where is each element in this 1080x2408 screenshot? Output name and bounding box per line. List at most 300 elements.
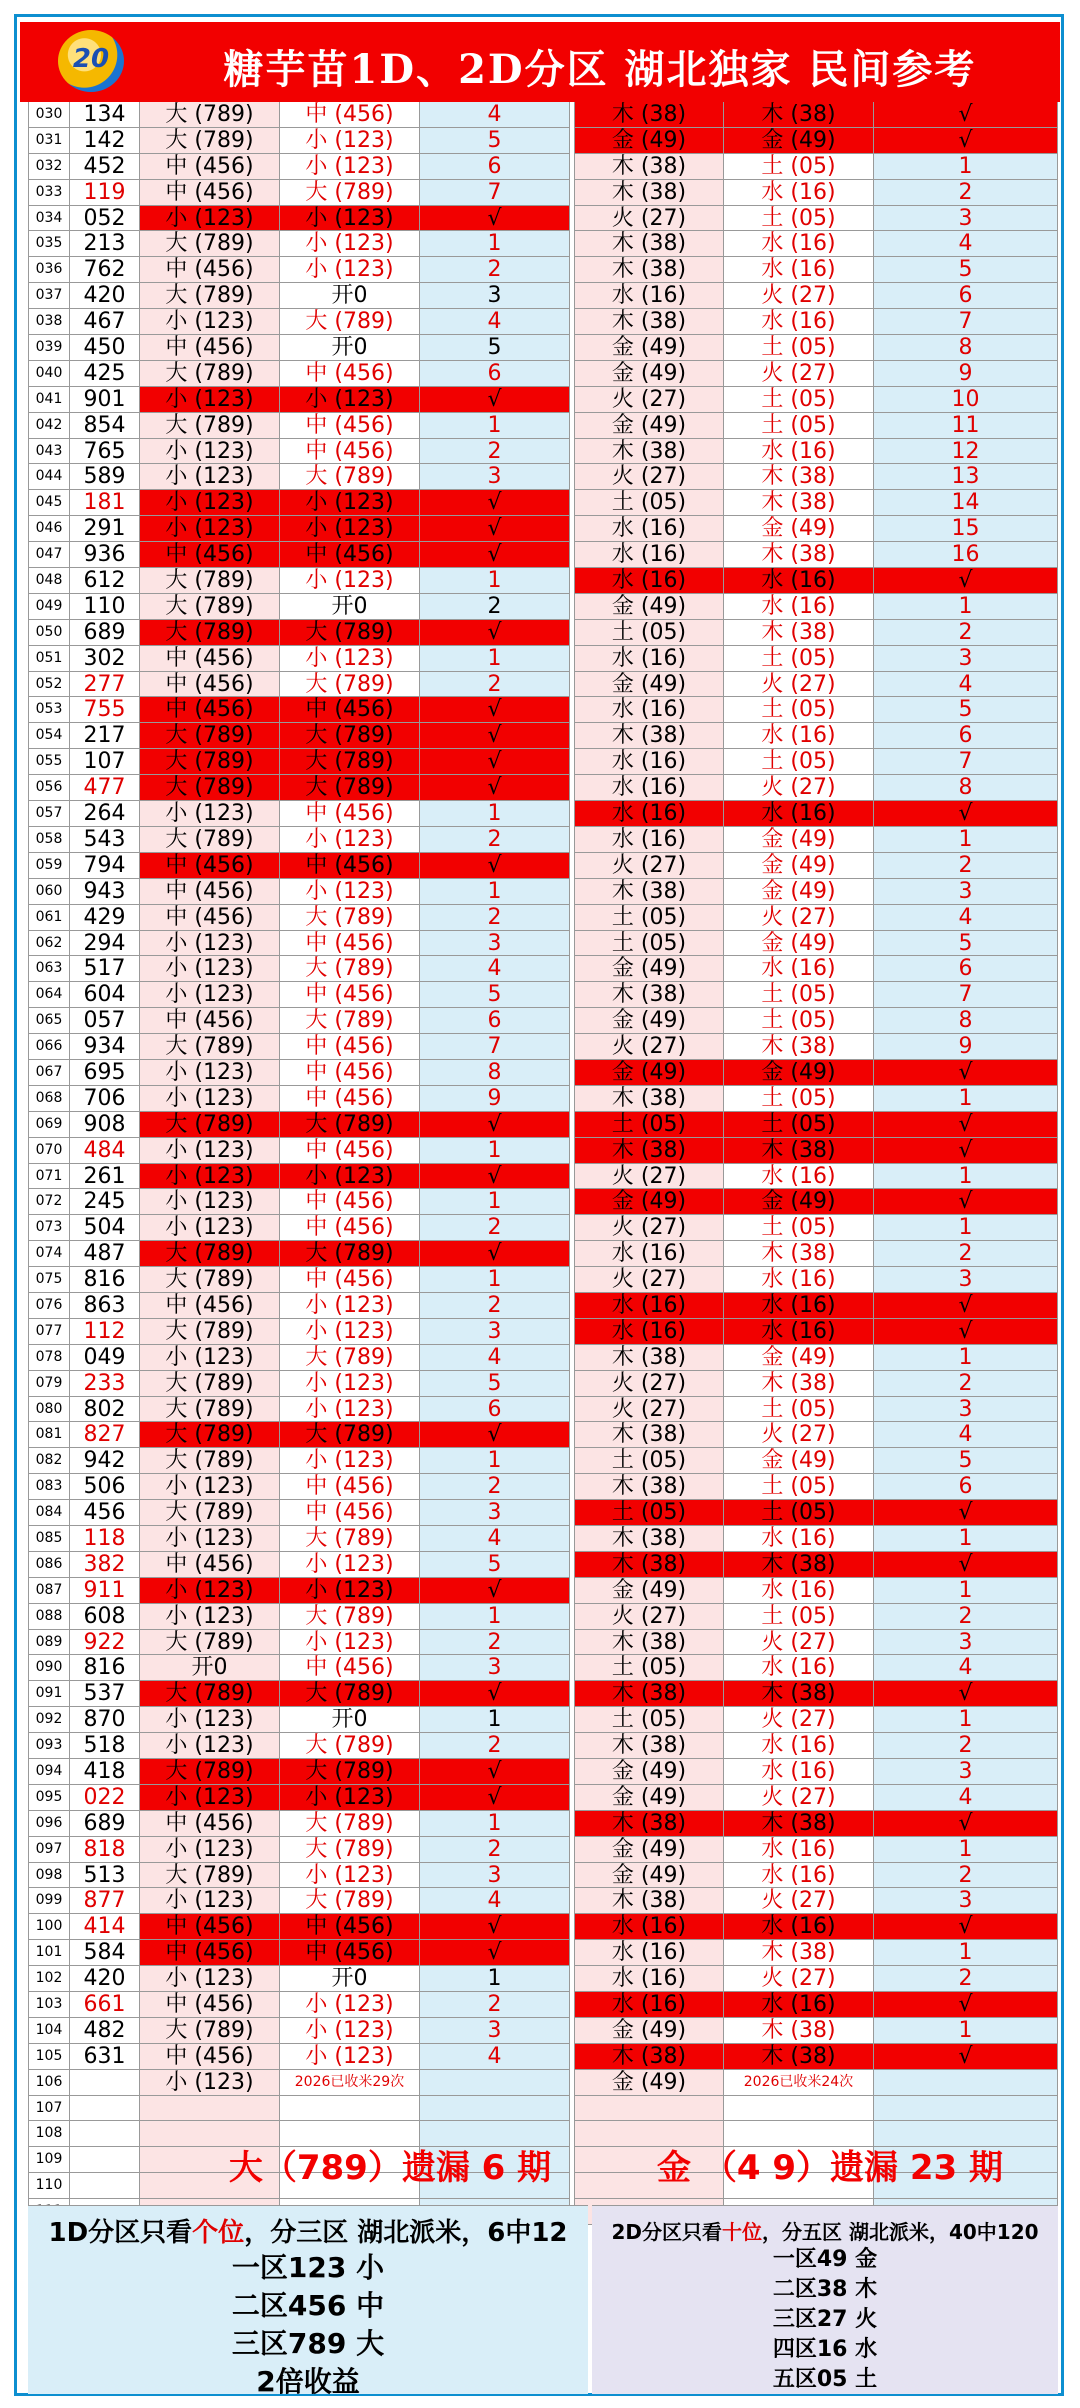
miss-count-1d: 1 [420, 801, 570, 827]
zone-pick-1d: 中 (456) [280, 853, 420, 879]
miss-count-2d: 3 [874, 879, 1058, 905]
digit-zone-1d: 大 (789) [140, 128, 280, 154]
draw-number: 604 [70, 982, 140, 1008]
zone-pick-1d: 小 (123) [280, 1863, 420, 1889]
draw-number: 762 [70, 257, 140, 283]
digit-zone-1d: 中 (456) [140, 1992, 280, 2018]
miss-count-2d: 2 [874, 180, 1058, 206]
digit-zone-1d: 中 (456) [140, 2044, 280, 2070]
miss-count-2d: 6 [874, 956, 1058, 982]
zone-pick-1d: 中 (456) [280, 1034, 420, 1060]
element-zone-2d: 金 (49) [574, 1008, 724, 1034]
draw-number [70, 2173, 140, 2199]
miss-count-1d: 1 [420, 1189, 570, 1215]
miss-count-2d: 4 [874, 1422, 1058, 1448]
row-index: 049 [28, 594, 70, 620]
miss-count-1d: 4 [420, 2044, 570, 2070]
element-zone-2d: 木 (38) [574, 257, 724, 283]
table-row [28, 982, 1058, 1008]
digit-zone-1d: 大 (789) [140, 1500, 280, 1526]
miss-count-2d: 2 [874, 620, 1058, 646]
element-zone-2d: 火 (27) [574, 853, 724, 879]
element-zone-2d: 火 (27) [574, 1164, 724, 1190]
zone-pick-1d: 小 (123) [280, 1164, 420, 1190]
miss-count-1d: 6 [420, 1397, 570, 1423]
digit-zone-1d: 大 (789) [140, 723, 280, 749]
miss-count-1d: 5 [420, 335, 570, 361]
digit-zone-1d: 中 (456) [140, 180, 280, 206]
table-row [28, 154, 1058, 180]
miss-count-2d: √ [874, 1914, 1058, 1940]
draw-number: 022 [70, 1785, 140, 1811]
element-zone-2d: 土 (05) [574, 490, 724, 516]
draw-number: 294 [70, 931, 140, 957]
element-zone-2d: 火 (27) [574, 1034, 724, 1060]
element-pick-2d: 水 (16) [724, 801, 874, 827]
zone-pick-1d: 大 (789) [280, 775, 420, 801]
miss-count-2d: 3 [874, 1759, 1058, 1785]
draw-number: 245 [70, 1189, 140, 1215]
row-index: 107 [28, 2096, 70, 2122]
miss-count-2d: √ [874, 1500, 1058, 1526]
row-index: 055 [28, 749, 70, 775]
zone-pick-1d: 中 (456) [280, 982, 420, 1008]
table-row [28, 827, 1058, 853]
miss-count-1d: 1 [420, 1707, 570, 1733]
table-row [28, 1086, 1058, 1112]
row-index: 035 [28, 231, 70, 257]
miss-count-2d: 8 [874, 1008, 1058, 1034]
table-row [28, 1552, 1058, 1578]
digit-zone-1d: 中 (456) [140, 905, 280, 931]
digit-zone-1d: 大 (789) [140, 361, 280, 387]
row-index: 088 [28, 1604, 70, 1630]
miss-count-2d [874, 2070, 1058, 2096]
element-pick-2d: 土 (05) [724, 206, 874, 232]
element-pick-2d: 土 (05) [724, 646, 874, 672]
miss-count-1d: √ [420, 1112, 570, 1138]
element-zone-2d: 水 (16) [574, 1293, 724, 1319]
element-zone-2d: 火 (27) [574, 1604, 724, 1630]
digit-zone-1d: 大 (789) [140, 1371, 280, 1397]
element-zone-2d: 木 (38) [574, 1888, 724, 1914]
row-index: 042 [28, 413, 70, 439]
element-pick-2d: 金 (49) [724, 516, 874, 542]
row-index: 095 [28, 1785, 70, 1811]
table-row [28, 905, 1058, 931]
digit-zone-1d: 小 (123) [140, 1966, 280, 1992]
element-pick-2d: 土 (05) [724, 1500, 874, 1526]
legend-2d-heading: 2D分区只看十位，分五区 湖北派米，40中120 [611, 2220, 1039, 2244]
element-zone-2d [574, 2096, 724, 2122]
element-pick-2d: 火 (27) [724, 905, 874, 931]
zone-pick-1d: 中 (456) [280, 1189, 420, 1215]
draw-number: 118 [70, 1526, 140, 1552]
element-pick-2d: 金 (49) [724, 1189, 874, 1215]
results-table [28, 102, 1058, 2225]
element-pick-2d: 木 (38) [724, 464, 874, 490]
zone-pick-1d: 小 (123) [280, 1630, 420, 1656]
draw-number: 452 [70, 154, 140, 180]
miss-count-1d: 9 [420, 1086, 570, 1112]
miss-count-2d: 10 [874, 387, 1058, 413]
draw-number: 049 [70, 1345, 140, 1371]
row-index: 077 [28, 1319, 70, 1345]
miss-count-2d: 12 [874, 439, 1058, 465]
table-row [28, 1940, 1058, 1966]
element-zone-2d: 金 (49) [574, 1578, 724, 1604]
table-row [28, 1759, 1058, 1785]
miss-count-1d: 1 [420, 231, 570, 257]
draw-number: 302 [70, 646, 140, 672]
table-row [28, 2018, 1058, 2044]
row-index: 056 [28, 775, 70, 801]
table-row [28, 1474, 1058, 1500]
element-pick-2d: 土 (05) [724, 1112, 874, 1138]
row-index: 097 [28, 1837, 70, 1863]
element-pick-2d: 金 (49) [724, 879, 874, 905]
element-pick-2d: 金 (49) [724, 1448, 874, 1474]
draw-number: 608 [70, 1604, 140, 1630]
element-pick-2d: 木 (38) [724, 1241, 874, 1267]
element-zone-2d: 水 (16) [574, 1914, 724, 1940]
miss-count-2d: 9 [874, 1034, 1058, 1060]
row-index: 089 [28, 1630, 70, 1656]
zone-pick-1d: 小 (123) [280, 879, 420, 905]
draw-number: 661 [70, 1992, 140, 2018]
element-pick-2d: 水 (16) [724, 1655, 874, 1681]
element-pick-2d: 土 (05) [724, 1604, 874, 1630]
row-index: 053 [28, 697, 70, 723]
row-index: 078 [28, 1345, 70, 1371]
miss-count-1d: 2 [420, 905, 570, 931]
miss-count-1d: √ [420, 1422, 570, 1448]
zone-pick-1d: 大 (789) [280, 1811, 420, 1837]
miss-count-2d: 1 [874, 1940, 1058, 1966]
miss-count-1d: √ [420, 697, 570, 723]
digit-zone-1d: 中 (456) [140, 154, 280, 180]
miss-count-1d: √ [420, 1578, 570, 1604]
zone-pick-1d: 开0 [280, 335, 420, 361]
miss-count-1d: 2 [420, 257, 570, 283]
element-zone-2d: 木 (38) [574, 2044, 724, 2070]
element-zone-2d: 水 (16) [574, 542, 724, 568]
element-zone-2d: 土 (05) [574, 620, 724, 646]
zone-pick-1d: 大 (789) [280, 1008, 420, 1034]
element-zone-2d: 火 (27) [574, 387, 724, 413]
row-index: 073 [28, 1215, 70, 1241]
draw-number: 706 [70, 1086, 140, 1112]
draw-number: 936 [70, 542, 140, 568]
miss-count-1d: 2 [420, 1837, 570, 1863]
table-row [28, 1630, 1058, 1656]
miss-count-2d: 3 [874, 1630, 1058, 1656]
table-row [28, 1164, 1058, 1190]
miss-count-1d: 3 [420, 2018, 570, 2044]
digit-zone-1d: 小 (123) [140, 1888, 280, 1914]
element-zone-2d: 水 (16) [574, 749, 724, 775]
table-row [28, 335, 1058, 361]
element-zone-2d: 金 (49) [574, 413, 724, 439]
row-index: 068 [28, 1086, 70, 1112]
miss-count-2d: 2 [874, 1604, 1058, 1630]
miss-count-2d: √ [874, 128, 1058, 154]
element-pick-2d: 土 (05) [724, 1008, 874, 1034]
table-row [28, 594, 1058, 620]
row-index: 045 [28, 490, 70, 516]
element-pick-2d: 火 (27) [724, 1422, 874, 1448]
miss-count-2d: 3 [874, 1267, 1058, 1293]
miss-count-1d: 3 [420, 1319, 570, 1345]
table-row [28, 1604, 1058, 1630]
row-index: 069 [28, 1112, 70, 1138]
zone-pick-1d: 中 (456) [280, 1267, 420, 1293]
draw-number: 456 [70, 1500, 140, 1526]
element-pick-2d: 水 (16) [724, 1578, 874, 1604]
element-zone-2d: 木 (38) [574, 1681, 724, 1707]
row-index: 037 [28, 283, 70, 309]
element-pick-2d: 金 (49) [724, 853, 874, 879]
element-zone-2d: 木 (38) [574, 231, 724, 257]
table-row [28, 1811, 1058, 1837]
zone-pick-1d: 开0 [280, 594, 420, 620]
miss-count-1d: 3 [420, 1655, 570, 1681]
miss-count-1d: √ [420, 853, 570, 879]
digit-zone-1d: 中 (456) [140, 697, 280, 723]
draw-number: 802 [70, 1397, 140, 1423]
element-pick-2d: 木 (38) [724, 102, 874, 128]
digit-zone-1d: 小 (123) [140, 956, 280, 982]
element-pick-2d: 火 (27) [724, 1707, 874, 1733]
miss-count-1d: 4 [420, 309, 570, 335]
row-index: 072 [28, 1189, 70, 1215]
miss-count-1d: 8 [420, 1060, 570, 1086]
table-row [28, 1863, 1058, 1889]
table-row [28, 1448, 1058, 1474]
miss-count-2d: 11 [874, 413, 1058, 439]
legend-1d-line: 二区456 中 [231, 2289, 385, 2322]
miss-count-2d: 2 [874, 1733, 1058, 1759]
draw-number [70, 2121, 140, 2147]
digit-zone-1d: 小 (123) [140, 1189, 280, 1215]
miss-count-2d: 1 [874, 1578, 1058, 1604]
element-pick-2d: 土 (05) [724, 982, 874, 1008]
legend-1d-line: 一区123 小 [231, 2251, 385, 2284]
digit-zone-1d [140, 2096, 280, 2122]
element-zone-2d: 木 (38) [574, 1552, 724, 1578]
table-row [28, 516, 1058, 542]
miss-count-1d: 2 [420, 1733, 570, 1759]
miss-count-1d: 5 [420, 128, 570, 154]
digit-zone-1d: 大 (789) [140, 1112, 280, 1138]
table-row [28, 1992, 1058, 2018]
miss-count-2d: 4 [874, 905, 1058, 931]
row-index: 106 [28, 2070, 70, 2096]
row-index: 034 [28, 206, 70, 232]
element-pick-2d: 土 (05) [724, 1215, 874, 1241]
element-zone-2d: 火 (27) [574, 1397, 724, 1423]
draw-number: 504 [70, 1215, 140, 1241]
miss-count-1d: 1 [420, 1267, 570, 1293]
digit-zone-1d: 大 (789) [140, 775, 280, 801]
zone-pick-1d: 大 (789) [280, 464, 420, 490]
draw-number: 264 [70, 801, 140, 827]
draw-number: 908 [70, 1112, 140, 1138]
miss-count-2d: 2 [874, 1241, 1058, 1267]
digit-zone-1d: 中 (456) [140, 1811, 280, 1837]
row-index: 085 [28, 1526, 70, 1552]
zone-pick-1d: 小 (123) [280, 257, 420, 283]
row-index: 063 [28, 956, 70, 982]
zone-pick-1d: 小 (123) [280, 646, 420, 672]
logo-icon: 20 [58, 30, 124, 92]
element-zone-2d: 金 (49) [574, 672, 724, 698]
row-index: 098 [28, 1863, 70, 1889]
element-zone-2d: 火 (27) [574, 1215, 724, 1241]
element-pick-2d: 金 (49) [724, 128, 874, 154]
digit-zone-1d: 中 (456) [140, 1914, 280, 1940]
row-index: 074 [28, 1241, 70, 1267]
draw-number: 112 [70, 1319, 140, 1345]
draw-number: 418 [70, 1759, 140, 1785]
miss-count-2d: √ [874, 801, 1058, 827]
miss-count-1d: 3 [420, 283, 570, 309]
legend-2d-line: 四区16 水 [772, 2337, 878, 2362]
miss-count-2d: 4 [874, 1655, 1058, 1681]
draw-number: 612 [70, 568, 140, 594]
row-index: 066 [28, 1034, 70, 1060]
element-pick-2d: 金 (49) [724, 1345, 874, 1371]
miss-count-1d: 1 [420, 646, 570, 672]
table-row [28, 231, 1058, 257]
element-zone-2d: 水 (16) [574, 801, 724, 827]
draw-number: 942 [70, 1448, 140, 1474]
draw-number: 052 [70, 206, 140, 232]
miss-count-2d: 4 [874, 231, 1058, 257]
table-row [28, 1837, 1058, 1863]
row-index: 067 [28, 1060, 70, 1086]
miss-count-2d: 1 [874, 1837, 1058, 1863]
draw-number: 450 [70, 335, 140, 361]
miss-count-2d [874, 2096, 1058, 2122]
miss-count-2d: √ [874, 1138, 1058, 1164]
miss-count-1d: 2 [420, 1474, 570, 1500]
miss-count-1d: √ [420, 206, 570, 232]
element-zone-2d: 金 (49) [574, 956, 724, 982]
table-row [28, 1293, 1058, 1319]
digit-zone-1d: 大 (789) [140, 827, 280, 853]
zone-pick-1d: 小 (123) [280, 490, 420, 516]
element-zone-2d: 木 (38) [574, 180, 724, 206]
element-pick-2d: 火 (27) [724, 1785, 874, 1811]
miss-count-2d: 6 [874, 283, 1058, 309]
element-zone-2d: 火 (27) [574, 206, 724, 232]
element-pick-2d: 木 (38) [724, 2044, 874, 2070]
miss-count-1d: 2 [420, 439, 570, 465]
element-zone-2d: 水 (16) [574, 283, 724, 309]
row-index: 094 [28, 1759, 70, 1785]
draw-number: 765 [70, 439, 140, 465]
row-index: 031 [28, 128, 70, 154]
row-index: 108 [28, 2121, 70, 2147]
miss-count-2d: 6 [874, 1474, 1058, 1500]
digit-zone-1d: 小 (123) [140, 490, 280, 516]
miss-count-1d: 1 [420, 1604, 570, 1630]
table-row [28, 2070, 1058, 2096]
miss-count-1d: 6 [420, 1008, 570, 1034]
element-pick-2d: 水 (16) [724, 1319, 874, 1345]
table-row [28, 879, 1058, 905]
miss-count-2d: 14 [874, 490, 1058, 516]
miss-count-2d: 2 [874, 1371, 1058, 1397]
zone-pick-1d: 大 (789) [280, 1345, 420, 1371]
element-zone-2d: 水 (16) [574, 775, 724, 801]
table-row [28, 1733, 1058, 1759]
element-zone-2d: 水 (16) [574, 1241, 724, 1267]
element-pick-2d: 水 (16) [724, 439, 874, 465]
row-index: 046 [28, 516, 70, 542]
element-pick-2d: 水 (16) [724, 1759, 874, 1785]
table-row [28, 1526, 1058, 1552]
zone-pick-1d [280, 2096, 420, 2122]
element-pick-2d: 火 (27) [724, 775, 874, 801]
element-pick-2d: 火 (27) [724, 1888, 874, 1914]
miss-count-1d: 5 [420, 982, 570, 1008]
miss-count-1d: 4 [420, 1345, 570, 1371]
row-index: 081 [28, 1422, 70, 1448]
element-pick-2d: 木 (38) [724, 490, 874, 516]
digit-zone-1d: 中 (456) [140, 542, 280, 568]
digit-zone-1d: 大 (789) [140, 283, 280, 309]
digit-zone-1d: 小 (123) [140, 516, 280, 542]
miss-count-2d: 8 [874, 775, 1058, 801]
zone-pick-1d: 小 (123) [280, 2044, 420, 2070]
zone-pick-1d: 小 (123) [280, 1552, 420, 1578]
row-index: 075 [28, 1267, 70, 1293]
zone-pick-1d: 小 (123) [280, 231, 420, 257]
element-pick-2d: 2026已收米24次 [724, 2070, 874, 2096]
miss-count-2d: √ [874, 1681, 1058, 1707]
draw-number: 213 [70, 231, 140, 257]
element-pick-2d: 水 (16) [724, 180, 874, 206]
row-index: 110 [28, 2173, 70, 2199]
draw-number [70, 2096, 140, 2122]
digit-zone-1d: 中 (456) [140, 1940, 280, 1966]
row-index: 047 [28, 542, 70, 568]
row-index: 099 [28, 1888, 70, 1914]
draw-number: 484 [70, 1138, 140, 1164]
draw-number: 816 [70, 1655, 140, 1681]
miss-count-1d: √ [420, 1940, 570, 1966]
table-row [28, 1215, 1058, 1241]
header-bar [20, 22, 1060, 102]
digit-zone-1d: 大 (789) [140, 1681, 280, 1707]
digit-zone-1d: 小 (123) [140, 1164, 280, 1190]
miss-count-2d: 5 [874, 1448, 1058, 1474]
table-row [28, 1681, 1058, 1707]
table-row [28, 283, 1058, 309]
miss-count-1d: 1 [420, 1966, 570, 1992]
miss-count-1d [420, 2070, 570, 2096]
element-pick-2d: 木 (38) [724, 1138, 874, 1164]
element-pick-2d: 火 (27) [724, 361, 874, 387]
element-zone-2d: 木 (38) [574, 1811, 724, 1837]
zone-pick-1d: 大 (789) [280, 905, 420, 931]
table-row [28, 1060, 1058, 1086]
row-index: 038 [28, 309, 70, 335]
element-pick-2d: 水 (16) [724, 1526, 874, 1552]
element-zone-2d: 土 (05) [574, 1500, 724, 1526]
